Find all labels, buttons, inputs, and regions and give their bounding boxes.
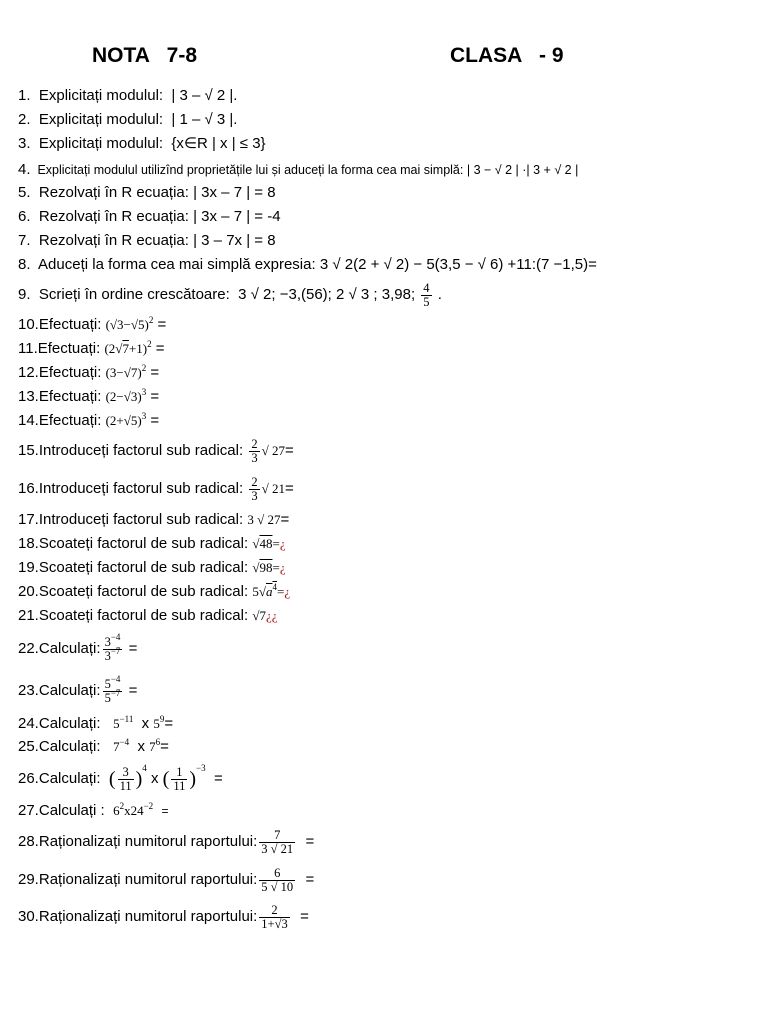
exercise-number: 2. <box>18 111 31 128</box>
exercise-number: 22. <box>18 640 39 657</box>
exercise-number: 16. <box>18 480 39 497</box>
exercise-1 <box>18 87 758 105</box>
expression-exponent: 2 <box>141 363 147 373</box>
exercise-expression <box>106 365 147 380</box>
fraction-numerator: 2 <box>251 436 258 451</box>
exercise-number: 17. <box>18 511 39 528</box>
exercise-label: Calculați : <box>38 802 105 819</box>
exercise-expression <box>106 389 147 404</box>
exercise-number: 30. <box>18 908 39 925</box>
fraction-denominator <box>103 645 123 663</box>
exercise-21 <box>18 607 758 625</box>
exercise-label: Rezolvați în R ecuația: <box>38 208 189 225</box>
fraction-numerator: 2 <box>251 474 258 489</box>
paren-open: ( <box>108 768 116 791</box>
exercise-15 <box>18 434 758 468</box>
exercise-number: 28. <box>18 833 39 850</box>
power-base: 5 <box>104 690 111 705</box>
exercise-label: Scoateți factorul de sub radical: <box>38 607 249 624</box>
operator: x <box>141 715 150 732</box>
exercise-number: 5. <box>18 184 31 201</box>
exercise-label: Calculați: <box>38 770 101 787</box>
exercise-18 <box>18 535 758 553</box>
power-base: 3 <box>104 648 111 663</box>
exercise-label: Explicitați modulul: <box>38 111 164 128</box>
power-base: 7 <box>113 739 120 754</box>
exercise-3 <box>18 135 758 153</box>
fraction-denominator: 5 <box>423 294 430 309</box>
exercise-number: 12. <box>18 364 39 381</box>
operator: x <box>124 803 131 818</box>
power-exponent: 9 <box>159 714 165 724</box>
exercise-expression: | 3x – 7 | = 8 <box>193 184 276 201</box>
fraction-2 <box>171 766 187 793</box>
exercise-label: Scoateți factorul de sub radical: <box>38 559 249 576</box>
exercise-number: 13. <box>18 388 39 405</box>
exercise-tail: = <box>305 871 315 888</box>
exercise-tail: = <box>155 340 165 357</box>
exercise-25 <box>18 738 758 756</box>
exercise-expression: √ 21 <box>261 481 285 496</box>
exercise-30 <box>18 899 758 935</box>
exercise-number: 18. <box>18 535 39 552</box>
fraction-denominator: 3 <box>251 450 258 465</box>
exercise-tail: = <box>284 442 294 459</box>
exercise-expression: {x∈R | x | ≤ 3} <box>171 135 266 152</box>
exercise-24 <box>18 715 758 733</box>
exercise-expression: | 3 – 7x | = 8 <box>193 232 276 249</box>
exercise-27 <box>18 802 758 820</box>
expression-exponent: 3 <box>141 411 147 421</box>
exercise-number: 11. <box>18 340 38 357</box>
exercise-number: 8. <box>18 256 31 273</box>
radicand: a <box>265 584 273 599</box>
exercise-tail: = <box>150 388 160 405</box>
exercise-6 <box>18 208 758 226</box>
exercise-14 <box>18 412 758 430</box>
exercise-number: 23. <box>18 682 39 699</box>
exercise-label: Efectuați: <box>38 412 102 429</box>
radicand: 48 <box>259 536 273 551</box>
exercise-expression: | 1 – √ 3 |. <box>171 111 238 128</box>
exercise-expression <box>252 584 290 599</box>
exercise-26 <box>18 760 758 798</box>
power-exponent: −4 <box>110 631 121 642</box>
exercise-number: 1. <box>18 87 31 104</box>
expression-base: (2−√3) <box>105 389 142 404</box>
fraction-numerator: 3 <box>122 764 129 779</box>
exercise-16 <box>18 472 758 506</box>
exercise-label: Calculați: <box>38 640 101 657</box>
fraction-denominator: 1+√3 <box>261 916 288 931</box>
exercise-label: Introduceți factorul sub radical: <box>38 480 244 497</box>
exercise-tail: = <box>150 364 160 381</box>
expression-exponent: 3 <box>141 387 147 397</box>
power-base: 5 <box>113 716 120 731</box>
fraction-denominator: 5 √ 10 <box>261 879 294 894</box>
exercise-tail: = <box>276 584 285 599</box>
expression-exponent: 2 <box>148 315 154 325</box>
exercise-29 <box>18 862 758 898</box>
fraction <box>259 867 295 894</box>
exercise-28 <box>18 824 758 860</box>
exercise-tail: = <box>305 833 315 850</box>
operator: x <box>137 738 145 755</box>
exercise-expression <box>106 413 147 428</box>
error-glyph: ¿¿ <box>265 608 278 623</box>
exercise-tail: = <box>160 738 169 755</box>
radical-sign: 5√ <box>252 584 266 599</box>
power-exponent: −7 <box>110 687 121 698</box>
exercise-expression <box>106 317 154 332</box>
exercise-label: Introduceți factorul sub radical: <box>38 511 244 528</box>
exercise-expression <box>104 341 151 356</box>
exercise-label: Explicitați modulul: <box>38 135 164 152</box>
radicand: 7 <box>122 341 129 356</box>
fraction-denominator: 3 <box>251 488 258 503</box>
exercise-number: 24. <box>18 715 39 732</box>
exercise-20 <box>18 583 758 601</box>
exercise-label: Calculați: <box>38 682 101 699</box>
power-exponent: −7 <box>110 645 121 656</box>
exercise-label: Efectuați: <box>38 316 102 333</box>
power-exponent: 6 <box>155 737 161 747</box>
exercise-label: Raționalizați numitorul raportului: <box>38 871 258 888</box>
power-exponent: −4 <box>119 737 130 747</box>
exercise-tail: = <box>213 770 223 787</box>
exercise-expression: √ 27 <box>261 443 285 458</box>
exercise-label: Raționalizați numitorul raportului: <box>38 833 258 850</box>
fraction-numerator: 1 <box>176 764 183 779</box>
exercise-number: 25. <box>18 738 39 755</box>
expression-base: (3−√7) <box>105 365 142 380</box>
exercise-number: 21. <box>18 607 39 624</box>
power-b <box>149 739 160 754</box>
fraction-denominator: 11 <box>173 778 186 793</box>
exercise-19 <box>18 559 758 577</box>
exercise-expression: 3 √ 2(2 + √ 2) − 5(3,5 − √ 6) +11:(7 −1,5)= <box>319 256 597 273</box>
exercise-label: Rezolvați în R ecuația: <box>38 232 189 249</box>
exercise-tail: = <box>161 804 169 818</box>
exercise-expression <box>252 536 285 551</box>
exercise-tail: = <box>300 908 309 925</box>
fraction-denominator: 11 <box>119 778 132 793</box>
radicand-group <box>266 584 277 599</box>
expression-part: (2√ <box>104 341 123 356</box>
exercise-tail: = <box>128 640 138 657</box>
exercise-2 <box>18 111 758 129</box>
paren-close: ) <box>135 768 143 791</box>
exercise-number: 27. <box>18 802 39 819</box>
radical-sign: √ <box>252 560 260 575</box>
exercise-expression: | 3 − √ 2 | ·| 3 + √ 2 | <box>466 163 579 177</box>
exercise-4 <box>18 161 758 179</box>
exercise-label: Rezolvați în R ecuația: <box>38 184 189 201</box>
fraction-numerator: 7 <box>274 827 281 842</box>
power-b <box>153 716 164 731</box>
exercise-tail: = <box>280 511 290 528</box>
header-grade: NOTA 7-8 <box>92 44 198 67</box>
power-base: 3 <box>104 634 111 649</box>
fraction <box>103 631 123 663</box>
exercise-number: 3. <box>18 135 31 152</box>
exercise-17 <box>18 511 758 529</box>
exercise-expression: | 3 – √ 2 |. <box>171 87 238 104</box>
power-exponent: −3 <box>196 763 206 773</box>
exercise-9 <box>18 280 758 310</box>
exercise-expression <box>252 560 285 575</box>
error-glyph: ¿ <box>279 560 286 575</box>
radical-sign: √ <box>252 536 260 551</box>
exercise-expression: | 3x – 7 | = -4 <box>193 208 281 225</box>
exercise-tail: = <box>272 560 280 575</box>
expression-base: (√3−√5) <box>105 317 149 332</box>
exercise-tail: = <box>128 682 138 699</box>
power-base: 6 <box>113 803 120 818</box>
power-exponent: 4 <box>142 763 147 773</box>
fraction <box>249 476 259 503</box>
power-b <box>131 803 154 818</box>
power-base: 5 <box>104 676 111 691</box>
error-glyph: ¿ <box>279 536 286 551</box>
exercise-22 <box>18 630 758 668</box>
exercise-label: Efectuați: <box>38 388 102 405</box>
exercise-8 <box>18 256 758 274</box>
exercise-11 <box>18 340 758 358</box>
exercise-number: 6. <box>18 208 31 225</box>
exercise-number: 15. <box>18 442 39 459</box>
fraction-numerator: 6 <box>274 865 281 880</box>
fraction-1 <box>118 766 134 793</box>
operator: x <box>150 770 159 787</box>
paren-open: ( <box>162 768 170 791</box>
exercise-tail: . <box>437 286 442 303</box>
expression-part: +1) <box>128 341 148 356</box>
radical-sign: √ <box>252 608 260 623</box>
power-exponent: 2 <box>119 801 125 811</box>
fraction <box>259 829 295 856</box>
exercise-23 <box>18 672 758 710</box>
exercise-tail: = <box>164 715 174 732</box>
exercise-label: Aduceți la forma cea mai simplă expresia: <box>38 256 316 273</box>
power-a <box>113 803 124 818</box>
expression-base: (2+√5) <box>105 413 142 428</box>
exercise-label: Raționalizați numitorul raportului: <box>38 908 258 925</box>
power-base: 24 <box>130 803 144 818</box>
fraction-denominator: 3 √ 21 <box>261 841 294 856</box>
exercise-label: Introduceți factorul sub radical: <box>38 442 244 459</box>
exercise-13 <box>18 388 758 406</box>
expression-exponent: 4 <box>272 582 277 592</box>
power-exponent: −4 <box>110 673 121 684</box>
exercise-label: Scoateți factorul de sub radical: <box>38 583 249 600</box>
fraction <box>421 282 431 309</box>
fraction <box>103 673 123 705</box>
exercise-5 <box>18 184 758 202</box>
power-base: 7 <box>149 739 156 754</box>
exercise-expression: 3 √ 2; −3,(56); 2 √ 3 ; 3,98; <box>238 286 416 303</box>
exercise-label: Efectuați: <box>38 364 102 381</box>
exercise-label: Calculați: <box>38 715 101 732</box>
exercise-number: 26. <box>18 770 39 787</box>
exercise-number: 7. <box>18 232 31 249</box>
exercise-number: 20. <box>18 583 39 600</box>
exercise-tail: = <box>157 316 167 333</box>
fraction <box>249 438 259 465</box>
fraction <box>259 904 289 931</box>
exercise-label: Scrieți în ordine crescătoare: <box>38 286 230 303</box>
exercise-10 <box>18 316 758 334</box>
power-exponent: −2 <box>143 801 154 811</box>
radicand: 98 <box>259 560 273 575</box>
radicand: 7 <box>259 608 266 623</box>
exercise-tail: = <box>150 412 160 429</box>
exercise-label: Explicitați modulul: <box>38 87 164 104</box>
exercise-label: Efectuați: <box>37 340 101 357</box>
exercise-tail: = <box>272 536 280 551</box>
fraction-denominator <box>103 687 123 705</box>
exercise-number: 4. <box>18 161 31 178</box>
header-class: CLASA - 9 <box>450 44 564 67</box>
exercise-number: 14. <box>18 412 39 429</box>
fraction-numerator: 4 <box>423 280 430 295</box>
paren-close: ) <box>189 768 197 791</box>
error-glyph: ¿ <box>284 584 291 599</box>
exercise-number: 19. <box>18 559 39 576</box>
exercise-7 <box>18 232 758 250</box>
exercise-number: 9. <box>18 286 31 303</box>
power-base: 5 <box>153 716 160 731</box>
exercise-number: 29. <box>18 871 39 888</box>
exercise-label: Scoateți factorul de sub radical: <box>38 535 249 552</box>
power-exponent: −11 <box>119 714 134 724</box>
power-a <box>113 716 133 731</box>
exercise-expression: 3 √ 27 <box>247 512 281 527</box>
exercise-label: Calculați: <box>38 738 101 755</box>
fraction-numerator: 2 <box>271 902 278 917</box>
expression-exponent: 2 <box>147 339 152 349</box>
exercise-12 <box>18 364 758 382</box>
exercise-tail: = <box>284 480 294 497</box>
exercise-number: 10. <box>18 316 39 333</box>
exercise-label: Explicitați modulul utilizînd proprietățile lui și aduceți la forma cea mai simplă: <box>37 163 464 177</box>
exercise-expression <box>252 608 277 623</box>
power-a <box>113 739 129 754</box>
